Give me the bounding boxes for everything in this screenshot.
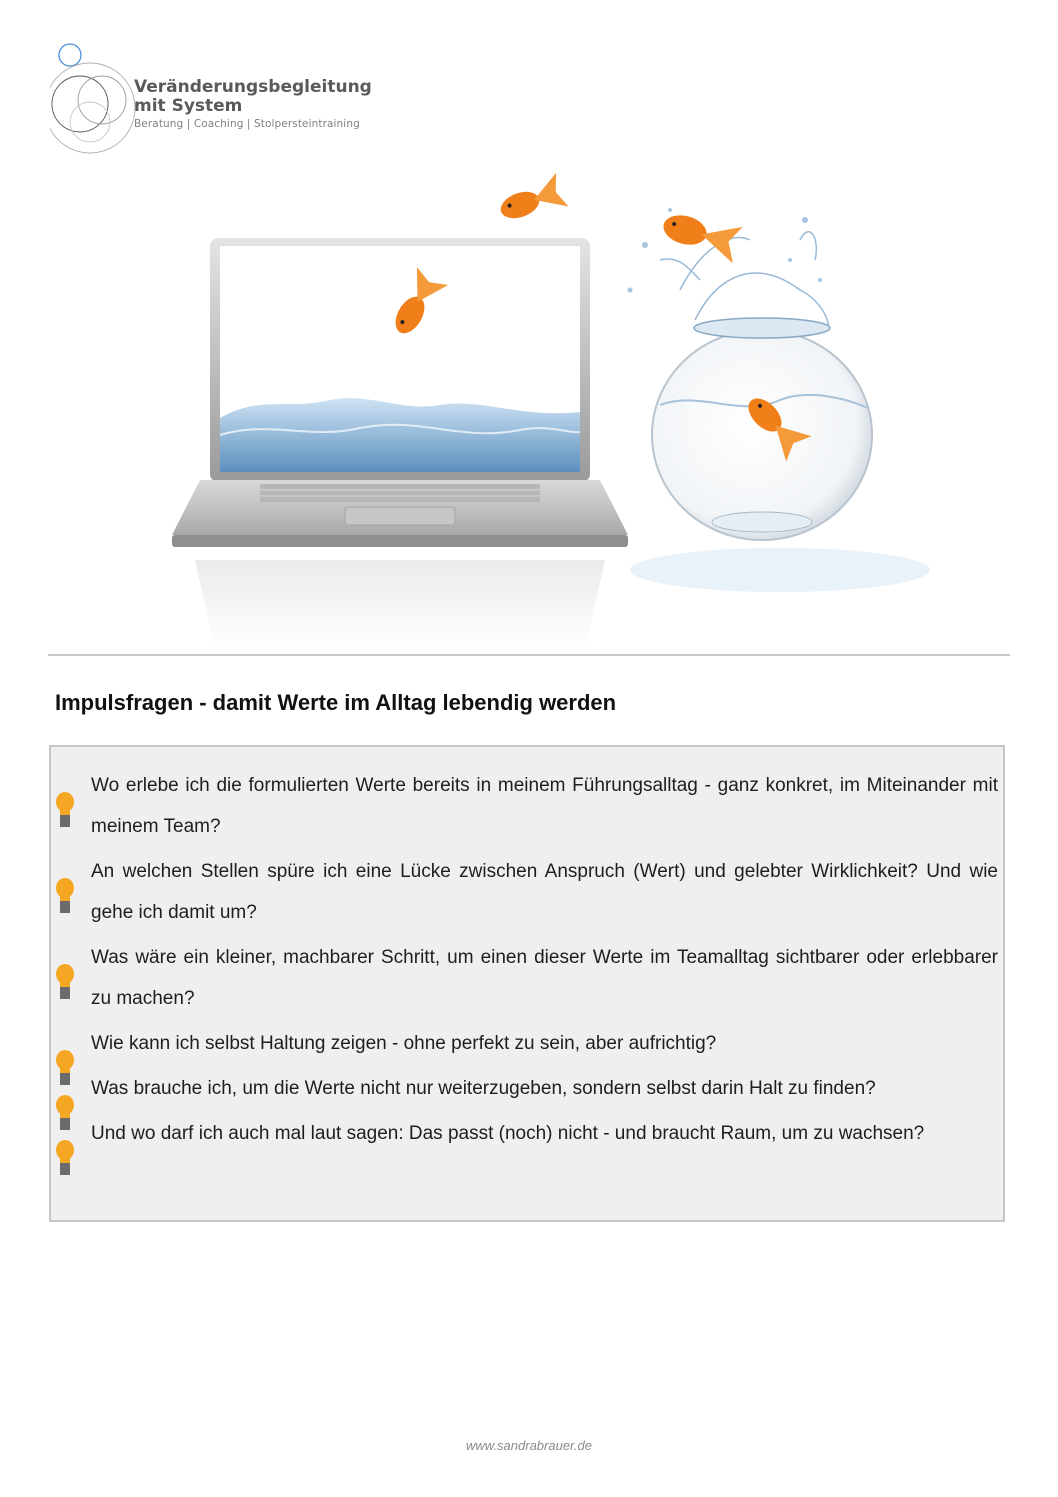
question-text: Was brauche ich, um die Werte nicht nur weiterzugeben, sondern selbst darin Halt zu finden? — [91, 1078, 876, 1099]
logo-title-line1: Veränderungsbegleitung — [134, 77, 372, 97]
divider — [48, 654, 1010, 656]
question-text: Und wo darf ich auch mal laut sagen: Das passt (noch) nicht - und braucht Raum, um zu wachsen? — [91, 1123, 925, 1144]
overlapping-circles-icon — [50, 40, 140, 160]
logo-subtitle: Beratung | Coaching | Stolpersteintraining — [134, 118, 360, 130]
list-item — [51, 765, 1003, 847]
lightbulb-icon — [55, 877, 75, 913]
lightbulb-icon — [55, 1139, 75, 1175]
logo-title — [134, 78, 372, 116]
question-text: An welchen Stellen spüre ich eine Lücke zwischen Anspruch (Wert) und gelebter Wirklichkeit? Und wie gehe ich damit um? — [91, 861, 998, 923]
question-text: Wie kann ich selbst Haltung zeigen - ohne perfekt zu sein, aber aufrichtig? — [91, 1033, 717, 1054]
page-title: Impulsfragen - damit Werte im Alltag lebendig werden — [55, 690, 617, 715]
questions-box — [49, 745, 1005, 1222]
question-text: Wo erlebe ich die formulierten Werte bereits in meinem Führungsalltag - ganz konkret, im Miteinander mit meinem Team? — [91, 775, 998, 837]
list-item — [51, 1023, 1003, 1064]
laptop-goldfish-bowl-illustration — [160, 150, 950, 650]
list-item — [51, 937, 1003, 1019]
logo-title-line2: mit System — [134, 96, 243, 116]
list-item — [51, 1113, 1003, 1154]
lightbulb-icon — [55, 963, 75, 999]
lightbulb-icon — [55, 791, 75, 827]
list-item — [51, 851, 1003, 933]
questions-list — [51, 747, 1003, 1154]
logo — [50, 40, 370, 160]
question-text: Was wäre ein kleiner, machbarer Schritt, um einen dieser Werte im Teamalltag sichtbarer oder erlebbarer zu machen? — [91, 947, 998, 1009]
list-item — [51, 1068, 1003, 1109]
footer-url: www.sandrabrauer.de — [466, 1438, 592, 1453]
